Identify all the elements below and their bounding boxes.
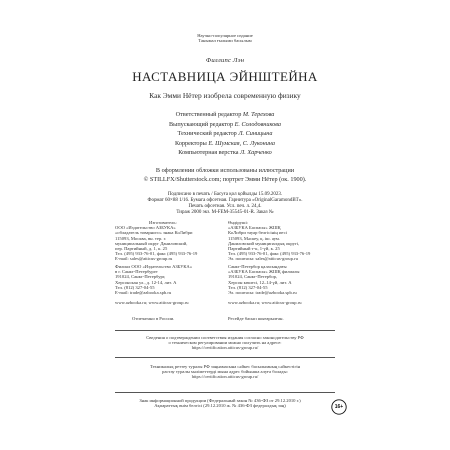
- branch-kz-line: Санкт-Петербор қаласындағы: [228, 264, 287, 269]
- printed-in-kz: Ресейде басып шығарылған.: [228, 316, 284, 321]
- branch-kz-line: Эл. поштасы: trade@azbooka.spb.ru: [228, 290, 297, 296]
- staff-role: Ответственный редактор: [175, 111, 242, 118]
- staff-name: Е. Шумская, С. Луконина: [208, 139, 275, 147]
- branch-kz-line: Тел. (812) 327-04-55: [228, 284, 268, 290]
- publisher-kz-line: Даниловский муниципалдық округі,: [228, 240, 300, 246]
- cover-note-line: В оформлении обложки использованы иллюстрации: [155, 167, 295, 174]
- publisher-kz-line: 115093, Мәскеу, қ. іш. аум.: [228, 235, 280, 241]
- branch-ru-line: E-mail: trade@azbooka.spb.ru: [115, 290, 172, 296]
- print-line: Печать офсетная. Усл. печ. л. 24,4.: [188, 203, 262, 209]
- age-rating-badge: [331, 399, 347, 415]
- publisher-ru-line: Изготовитель:: [149, 220, 177, 225]
- publisher-kz-line: КоЛибри тауар белгісінің иесі: [228, 230, 287, 236]
- staff-role: Технический редактор: [177, 130, 237, 138]
- cert-kz-line: https://certification.atticus-group.ru/: [191, 374, 259, 380]
- branch-ru-line: Филиал ООО «Издательство АЗБУКА»: [115, 264, 193, 269]
- cert-kz-line: Техникалық реттеу туралы РФ заңнамасына сәйкес басылымның сәйкестігін: [149, 364, 301, 369]
- author-name: Филлипс Лэн: [205, 57, 245, 64]
- publisher-ru-line: пер. Партийный, д. 1, к. 25: [115, 246, 168, 252]
- staff-name: Е. Солодовникова: [234, 120, 281, 128]
- staff-row: [0, 120, 450, 130]
- publisher-kz: [228, 220, 336, 262]
- publisher-kz-line: Эл. поштасы: sales@atticus-group.ru: [228, 256, 298, 262]
- branch-ru-line: Херсонская ул., д. 12-14, лит. А: [115, 279, 177, 285]
- branch-ru-line: 191024, Санкт-Петербург,: [115, 274, 166, 280]
- publisher-kz-line: Партийный т-к, 1-үй, к. 25: [228, 246, 280, 252]
- staff-row: [0, 148, 450, 158]
- publisher-ru-line: ООО «Издательство АЗБУКА»: [115, 225, 176, 231]
- cover-note-line: © STILLFX/Shutterstock.com; портрет Эмми Нётер (ок. 1900).: [143, 175, 307, 183]
- publisher-ru-line: «обладатель товарного» знака КоЛибри: [115, 230, 193, 236]
- website-ru: www.azbooka.ru; www.atticus-group.ru: [115, 300, 189, 305]
- book-title: НАСТАВНИЦА ЭЙНШТЕЙНА: [132, 69, 318, 84]
- branch-kz-line: 191024, Санкт-Петербор,: [228, 274, 278, 280]
- print-details: [115, 192, 335, 216]
- staff-row: [0, 129, 450, 139]
- print-line: Формат 60×88 1/16. Бумага офсетная. Гарнитура «OriginalGaramondBT».: [147, 197, 303, 203]
- cover-note: [0, 167, 450, 184]
- publisher-ru-line: муниципальный округ Даниловский,: [115, 240, 188, 246]
- divider: [115, 357, 335, 358]
- publisher-ru-line: Тел. (495) 933-76-01, факс (495) 933-76-19: [115, 251, 198, 257]
- website-kz: www.azbooka.ru; www.atticus-group.ru: [228, 300, 302, 305]
- publisher-kz-line: «АЗБУКА Баспасы» ЖШҚ: [228, 225, 281, 231]
- publisher-kz-line: Өндіруші:: [228, 220, 249, 225]
- divider: [115, 330, 335, 331]
- publisher-ru-line: 115093, Москва, вн. тер. г.: [115, 235, 167, 241]
- certification-kz: [0, 364, 450, 380]
- genre-block: [0, 33, 450, 43]
- info-product-law: [115, 398, 325, 408]
- branch-ru-line: в г. Санкт-Петербурге: [115, 269, 158, 275]
- branch-kz-line: Херсон көшесі, 12–14-үй, лит. А: [228, 279, 292, 285]
- print-line: Подписано в печать / Басуға қол қойылды 15.09.2023.: [167, 192, 283, 197]
- staff-name: М. Терехова: [242, 111, 275, 118]
- law-line: Знак информационной продукции (Федеральный закон № 436-ФЗ от 29.12.2010 г.): [139, 398, 301, 403]
- book-subtitle: Как Эмми Нётер изобрела современную физику: [149, 91, 301, 100]
- branch-ru: [115, 264, 223, 295]
- branch-kz: [228, 264, 336, 295]
- publisher-ru: [115, 220, 223, 262]
- cert-line: Сведения о подтверждении соответствия издания согласно законодательству РФ: [146, 335, 304, 340]
- law-line: Ақпараттық өнім белгісі (29.12.2010 ж. № 436-ФЗ федералдық заң): [154, 403, 286, 409]
- staff-role: Компьютерная верстка: [178, 149, 239, 157]
- cert-line: https://certification.atticus-group.ru/: [191, 345, 259, 351]
- branch-kz-line: «АЗБУКА Баспасы» ЖШҚ филиалы: [228, 269, 300, 275]
- genre-line-ru: Научно-популярное издание: [197, 33, 253, 38]
- cert-line: о техническом регулировании можно получить на адресе:: [168, 340, 282, 346]
- staff-role: Корректоры: [175, 139, 207, 147]
- cert-kz-line: растау туралы мәліметтерді мына адрес бойынша алуға болады:: [162, 369, 288, 375]
- print-line: Тираж 2000 экз. M-FEM-35545-01-R. Заказ №: [176, 209, 274, 215]
- staff-role: Выпускающий редактор: [169, 120, 234, 128]
- staff-row: [0, 110, 450, 120]
- staff-row: [0, 139, 450, 149]
- publisher-ru-line: E-mail: sales@atticus-group.ru: [115, 256, 173, 262]
- branch-ru-line: Тел. (812) 327-04-55: [115, 284, 155, 290]
- age-rating-label: 16+: [334, 404, 344, 410]
- publisher-kz-line: Тел. (495) 933-76-01, факс (495) 933-76-19: [228, 251, 311, 257]
- editorial-staff: [0, 110, 450, 158]
- genre-line-kz: Танымал ғылыми басылым: [198, 38, 252, 44]
- divider: [115, 392, 335, 393]
- staff-name: Л. Синицына: [238, 130, 273, 138]
- certification-ru: [0, 335, 450, 351]
- printed-in-ru: Отпечатано в России.: [132, 316, 175, 321]
- staff-name: Л. Харченко: [240, 149, 272, 157]
